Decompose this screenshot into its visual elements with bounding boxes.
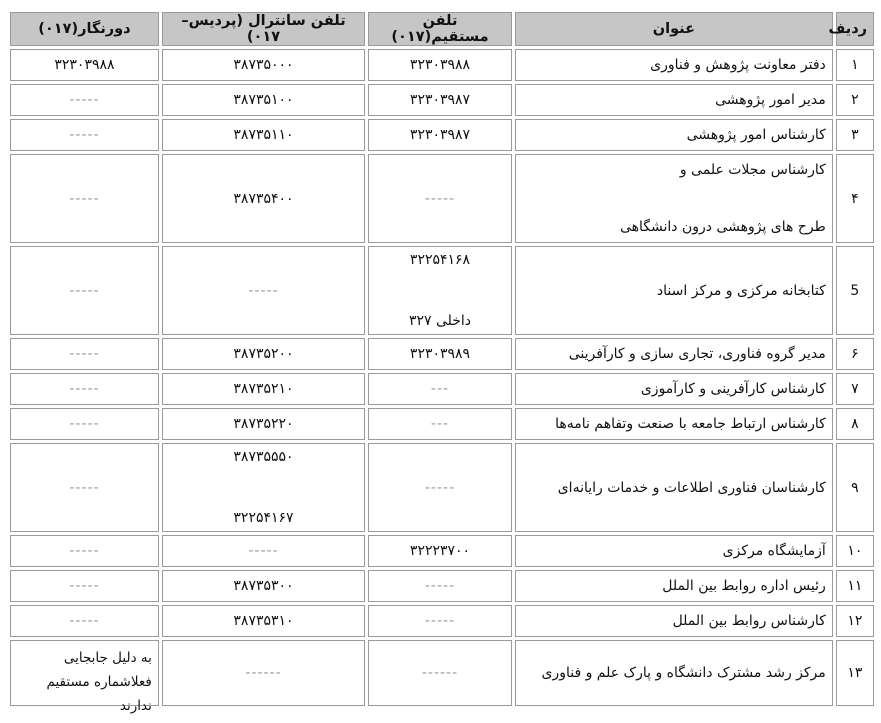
fax-number	[10, 246, 159, 335]
direct-phone	[368, 605, 512, 637]
fax-number	[10, 154, 159, 243]
direct-phone-line: ------	[421, 665, 459, 681]
row-title-line: طرح های پژوهشی درون دانشگاهی	[619, 219, 826, 235]
central-phone	[162, 49, 365, 81]
direct-phone	[368, 49, 512, 81]
fax-number-line: -----	[69, 613, 100, 629]
direct-phone-line: ۳۲۳۰۳۹۸۷	[409, 92, 471, 108]
header-row	[10, 12, 874, 46]
fax-number	[10, 605, 159, 637]
direct-phone-line: -----	[424, 190, 456, 207]
table-row	[10, 154, 874, 243]
fax-number-line: -----	[69, 479, 100, 496]
fax-number-line: -----	[69, 381, 100, 397]
central-phone-line: ۳۸۷۳۵۱۰۰	[233, 92, 294, 108]
central-phone-line: ۳۸۷۳۵۰۰۰	[233, 57, 294, 73]
header-central-phone: تلفن سانترال (پردیس–۰۱۷)	[162, 12, 365, 46]
header-fax: دورنگار(۰۱۷)	[10, 12, 159, 46]
row-title	[515, 154, 833, 243]
table-row	[10, 535, 874, 567]
table-row	[10, 49, 874, 81]
direct-phone-line: ۳۲۳۰۳۹۸۸	[409, 57, 471, 73]
direct-phone-line: ۳۲۲۲۳۷۰۰	[409, 543, 471, 559]
fax-number-line: -----	[69, 190, 100, 207]
fax-number	[10, 570, 159, 602]
fax-number	[10, 338, 159, 370]
row-title	[515, 246, 833, 335]
central-phone	[162, 640, 365, 706]
header-direct-phone: تلفن مستقیم(۰۱۷)	[368, 12, 512, 46]
central-phone-line: -----	[248, 282, 279, 299]
direct-phone	[368, 119, 512, 151]
direct-phone	[368, 154, 512, 243]
row-index: ۹	[836, 443, 874, 532]
row-title-line: مدیر امور پژوهشی	[715, 92, 826, 108]
row-title	[515, 84, 833, 116]
row-index: 5	[836, 246, 874, 335]
central-phone	[162, 373, 365, 405]
direct-phone	[368, 408, 512, 440]
direct-phone	[368, 640, 512, 706]
central-phone-line: ۳۸۷۳۵۳۰۰	[233, 578, 294, 594]
row-index: ۱۱	[836, 570, 874, 602]
fax-number	[10, 535, 159, 567]
central-phone	[162, 443, 365, 532]
direct-phone	[368, 535, 512, 567]
row-title-line: کارشناس امور پژوهشی	[686, 127, 826, 143]
row-title	[515, 119, 833, 151]
fax-number-line: -----	[69, 543, 100, 559]
direct-phone-line: -----	[424, 479, 456, 496]
row-title-line: کارشناس کارآفرینی و کارآموزی	[640, 381, 826, 397]
fax-number	[10, 49, 159, 81]
row-title	[515, 373, 833, 405]
row-index: ۱۳	[836, 640, 874, 706]
header-index: ردیف	[836, 12, 874, 46]
central-phone	[162, 570, 365, 602]
fax-number-line: -----	[69, 92, 100, 108]
central-phone-line: -----	[248, 543, 279, 559]
central-phone-line: ۳۸۷۳۵۳۱۰	[233, 613, 294, 629]
table-row	[10, 408, 874, 440]
phone-directory-table	[7, 9, 877, 714]
row-title-line: کارشناسان فناوری اطلاعات و خدمات رایانه‌ای	[557, 479, 826, 496]
table-row	[10, 373, 874, 405]
direct-phone	[368, 570, 512, 602]
row-index: ۶	[836, 338, 874, 370]
table-row	[10, 338, 874, 370]
row-index: ۸	[836, 408, 874, 440]
central-phone	[162, 154, 365, 243]
fax-number-line: به دلیل جابجایی فعلا	[63, 650, 152, 690]
central-phone-line: ۳۲۲۵۴۱۶۷	[233, 510, 294, 526]
central-phone-line: ۳۸۷۳۵۴۰۰	[233, 190, 294, 207]
row-title-line: رئیس اداره روابط بین الملل	[662, 578, 826, 594]
row-title-line: مدیر گروه فناوری، تجاری سازی و کارآفرینی	[568, 346, 826, 362]
row-index: ۱۲	[836, 605, 874, 637]
table-row	[10, 84, 874, 116]
central-phone	[162, 84, 365, 116]
central-phone-line: ------	[245, 665, 282, 681]
direct-phone-line: ۳۲۲۵۴۱۶۸	[409, 252, 471, 268]
row-index: ۳	[836, 119, 874, 151]
direct-phone-line: -----	[424, 578, 456, 594]
direct-phone-line: ---	[430, 381, 450, 397]
direct-phone-line: داخلی ۳۲۷	[408, 313, 472, 329]
central-phone	[162, 408, 365, 440]
row-title	[515, 535, 833, 567]
row-title	[515, 338, 833, 370]
row-title-line: کارشناس مجلات علمی و	[679, 162, 826, 178]
central-phone	[162, 535, 365, 567]
fax-number-line: -----	[69, 282, 100, 299]
fax-number-line: -----	[69, 346, 100, 362]
central-phone-line: ۳۸۷۳۵۱۱۰	[233, 127, 294, 143]
direct-phone-line: ۳۲۳۰۳۹۸۹	[409, 346, 471, 362]
central-phone-line: ۳۸۷۳۵۲۱۰	[233, 381, 294, 397]
table-row	[10, 443, 874, 532]
fax-number	[10, 640, 159, 714]
row-title	[515, 408, 833, 440]
direct-phone-line: ---	[430, 416, 450, 432]
row-title	[515, 49, 833, 81]
table-row	[10, 119, 874, 151]
direct-phone	[368, 84, 512, 116]
fax-number-line: -----	[69, 127, 100, 143]
direct-phone	[368, 373, 512, 405]
fax-number	[10, 119, 159, 151]
central-phone-line: ۳۸۷۳۵۵۵۰	[233, 449, 294, 465]
fax-number	[10, 373, 159, 405]
direct-phone-line: -----	[424, 613, 456, 629]
row-title-line: کارشناس ارتباط جامعه با صنعت وتفاهم نامه‌ها	[555, 416, 826, 432]
direct-phone	[368, 338, 512, 370]
table-row	[10, 640, 874, 706]
row-title	[515, 570, 833, 602]
row-title-line: آزمایشگاه مرکزی	[722, 543, 826, 559]
row-index: ۷	[836, 373, 874, 405]
central-phone	[162, 605, 365, 637]
central-phone	[162, 246, 365, 335]
central-phone-line: ۳۸۷۳۵۲۰۰	[233, 346, 294, 362]
central-phone	[162, 119, 365, 151]
central-phone	[162, 338, 365, 370]
row-index: ۱۰	[836, 535, 874, 567]
row-index: ۲	[836, 84, 874, 116]
row-index: ۴	[836, 154, 874, 243]
fax-number-line: -----	[69, 578, 100, 594]
fax-number	[10, 84, 159, 116]
fax-number-line: ۳۲۳۰۳۹۸۸	[54, 57, 115, 73]
row-title	[515, 605, 833, 637]
direct-phone	[368, 246, 512, 335]
row-index: ۱	[836, 49, 874, 81]
table-row	[10, 570, 874, 602]
fax-number	[10, 408, 159, 440]
row-title-line: کارشناس روابط بین الملل	[672, 613, 826, 629]
direct-phone	[368, 443, 512, 532]
row-title	[515, 640, 833, 706]
row-title-line: مرکز رشد مشترک دانشگاه و پارک علم و فناوری	[541, 665, 826, 681]
row-title-line: کتابخانه مرکزی و مرکز اسناد	[656, 282, 826, 299]
fax-number-line: -----	[69, 416, 100, 432]
header-title: عنوان	[515, 12, 833, 46]
direct-phone-line: ۳۲۳۰۳۹۸۷	[409, 127, 471, 143]
fax-number	[10, 443, 159, 532]
central-phone-line: ۳۸۷۳۵۲۲۰	[233, 416, 294, 432]
fax-number-line: شماره مستقیم ندارند	[46, 674, 152, 714]
row-title-line: دفتر معاونت پژوهش و فناوری	[650, 57, 826, 73]
row-title	[515, 443, 833, 532]
table-row	[10, 605, 874, 637]
table-row	[10, 246, 874, 335]
